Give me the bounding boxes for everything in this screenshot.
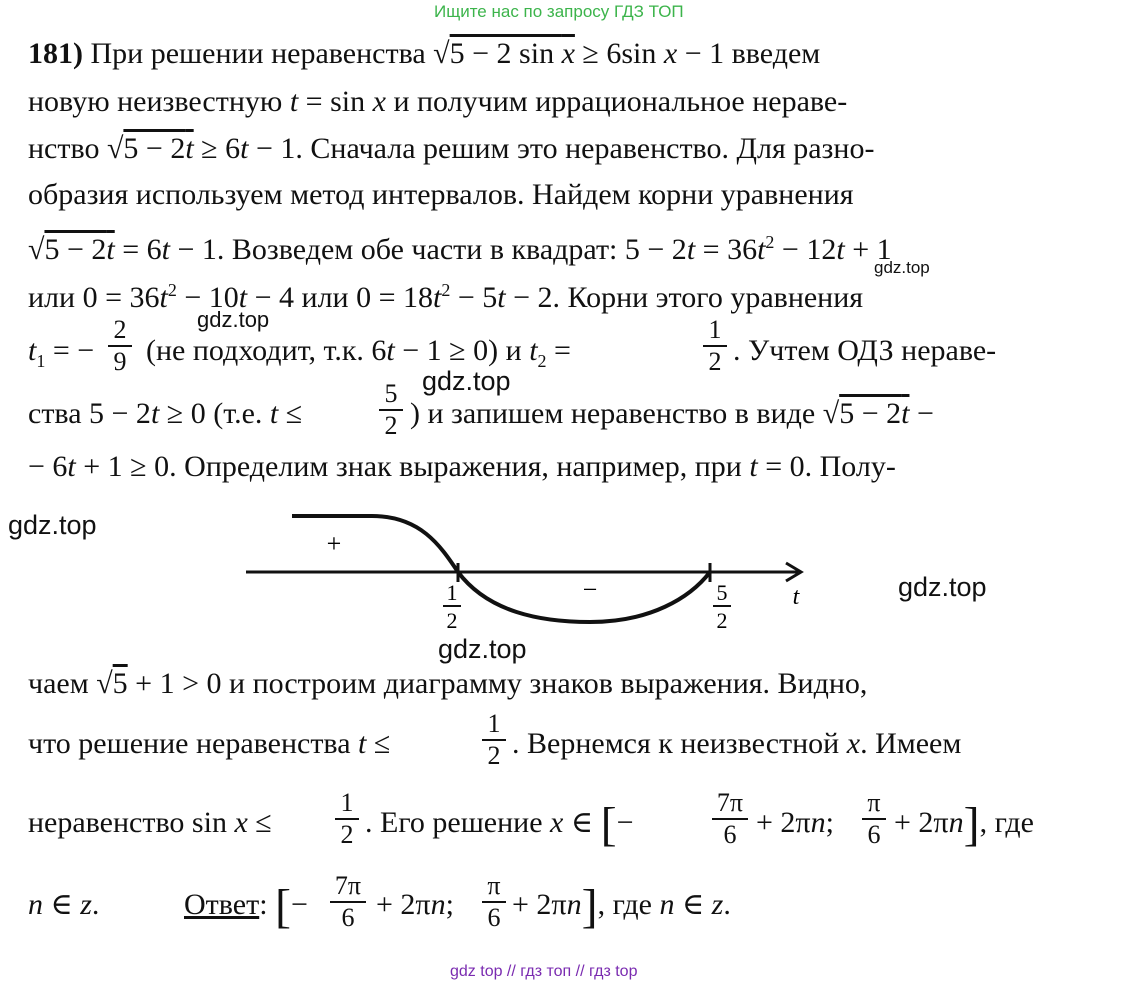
watermark: gdz.top [898,572,987,602]
point2-num: 5 [716,580,728,605]
fraction-pi-6-a: π 6 [862,789,886,849]
text-line-4: образия используем метод интервалов. Найдем корни уравнения [28,178,854,211]
point1-num: 1 [446,580,458,605]
fraction-minus-2-9: 2 9 [108,316,132,376]
fraction-1-2-c: 1 2 [335,789,359,849]
watermark: gdz.top [874,258,930,277]
point2-den: 2 [716,608,728,633]
plus-sign: + [326,529,342,558]
text-line-12c: + 2πn; [756,806,834,839]
watermark: gdz.top [8,510,97,540]
fraction-1-2-a: 1 2 [703,316,727,376]
sign-curve [292,516,710,622]
text-line-1: 181) При решении неравенства √5 − 2 sin x ≥ 6sin x − 1 введем [28,37,821,70]
watermark: gdz.top [197,307,270,332]
fraction-1-2-b: 1 2 [482,710,506,770]
text-line-7: $t_1$ = − [28,334,95,371]
fraction-5-2-a: 5 2 [379,380,403,440]
watermark: gdz.top [422,366,511,396]
text-line-13b: Ответ: [− [184,880,308,933]
fraction-7pi-6-a: 7π 6 [712,789,748,849]
text-line-3: нство √5 − 2t ≥ 6t − 1. Сначала решим это неравенство. Для разно- [28,132,875,165]
text-line-13: n ∈ z. [28,888,100,921]
text-line-7c: . Учтем ОДЗ нераве- [733,334,997,367]
text-line-13d: + 2πn], где n ∈ z. [512,880,731,933]
text-line-10: чаем √5 + 1 > 0 и построим диаграмму знаков выражения. Видно, [28,667,868,700]
text-line-2: новую неизвестную t = sin x и получим иррациональное нераве- [28,85,848,118]
text-line-7b: (не подходит, т.к. 6t − 1 ≥ 0) и $t_2$ = [146,334,571,371]
text-line-13c: + 2πn; [376,888,454,921]
text-line-12: неравенство sin x ≤ [28,806,272,839]
text-line-8: ства 5 − 2t ≥ 0 (т.е. t ≤ [28,397,303,430]
fraction-pi-6-b: π 6 [482,872,506,932]
text-line-11: что решение неравенства t ≤ [28,727,391,760]
text-line-12d: + 2πn], где [894,798,1034,851]
text-line-12b: . Его решение x ∈ [− [365,798,634,851]
footer-note: gdz top // гдз топ // гдз top [450,963,638,980]
text-line-11b: . Вернемся к неизвестной x. Имеем [512,727,962,760]
text-line-6: или $0 = 36t^2 - 10t - 4$ или $0 = 18t^2 - 5t - 2$. Корни этого уравнения [28,280,864,314]
axis-label-t: t [792,584,800,610]
text-line-5: √5 − 2t = 6t − 1. Возведем обе части в квадрат: $5 - 2t = 36t^2 - 12t + 1$ [28,232,892,266]
fraction-7pi-6-b: 7π 6 [330,872,366,932]
minus-sign: − [582,575,598,604]
point1-den: 2 [446,608,458,633]
text-line-8b: ) и запишем неравенство в виде √5 − 2t − [410,397,934,430]
text-line-9: − 6t + 1 ≥ 0. Определим знак выражения, например, при t = 0. Полу- [28,450,896,483]
header-note: Ищите нас по запросу ГДЗ ТОП [434,2,684,21]
watermark: gdz.top [438,634,527,664]
